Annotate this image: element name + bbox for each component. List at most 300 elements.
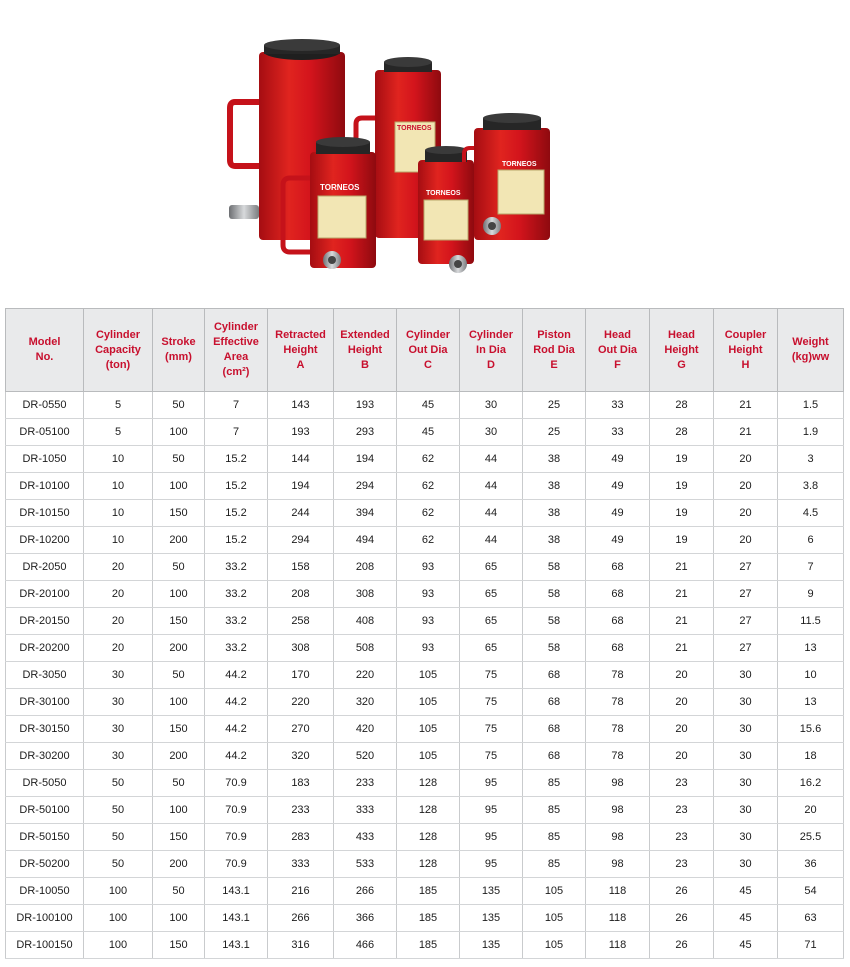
- spec-cell: 10: [778, 662, 844, 689]
- spec-cell: 58: [523, 581, 586, 608]
- spec-cell: 49: [586, 500, 650, 527]
- spec-cell: 100: [84, 905, 153, 932]
- spec-cell: 70.9: [205, 797, 268, 824]
- model-cell: DR-1050: [6, 446, 84, 473]
- spec-cell: 33.2: [205, 581, 268, 608]
- spec-cell: 1.5: [778, 392, 844, 419]
- spec-cell: 15.2: [205, 473, 268, 500]
- spec-cell: 38: [523, 473, 586, 500]
- table-row: [6, 770, 844, 797]
- spec-cell: 508: [334, 635, 397, 662]
- spec-cell: 44.2: [205, 662, 268, 689]
- spec-cell: 135: [460, 932, 523, 959]
- spec-cell: 98: [586, 824, 650, 851]
- brand-label-tiny: TORNEOS: [426, 190, 461, 197]
- model-cell: DR-30100: [6, 689, 84, 716]
- spec-cell: 21: [650, 581, 714, 608]
- model-cell: DR-05100: [6, 419, 84, 446]
- spec-cell: 28: [650, 392, 714, 419]
- spec-cell: 45: [714, 932, 778, 959]
- spec-cell: 20: [650, 689, 714, 716]
- model-cell: DR-100150: [6, 932, 84, 959]
- column-header: Model No.: [6, 309, 84, 392]
- spec-cell: 30: [714, 743, 778, 770]
- spec-cell: 33.2: [205, 635, 268, 662]
- spec-cell: 45: [397, 392, 460, 419]
- spec-table-body: [6, 392, 844, 959]
- spec-cell: 10: [84, 500, 153, 527]
- spec-cell: 65: [460, 635, 523, 662]
- spec-cell: 28: [650, 419, 714, 446]
- spec-cell: 49: [586, 473, 650, 500]
- spec-cell: 33: [586, 419, 650, 446]
- spec-cell: 100: [153, 905, 205, 932]
- spec-cell: 366: [334, 905, 397, 932]
- spec-cell: 13: [778, 689, 844, 716]
- spec-cell: 143.1: [205, 932, 268, 959]
- spec-cell: 100: [153, 419, 205, 446]
- spec-cell: 308: [268, 635, 334, 662]
- spec-cell: 233: [268, 797, 334, 824]
- spec-cell: 15.2: [205, 527, 268, 554]
- table-row: [6, 473, 844, 500]
- model-cell: DR-30150: [6, 716, 84, 743]
- model-cell: DR-0550: [6, 392, 84, 419]
- spec-cell: 78: [586, 662, 650, 689]
- spec-cell: 533: [334, 851, 397, 878]
- spec-cell: 30: [84, 689, 153, 716]
- model-cell: DR-10050: [6, 878, 84, 905]
- spec-cell: 185: [397, 932, 460, 959]
- spec-cell: 30: [84, 716, 153, 743]
- model-cell: DR-3050: [6, 662, 84, 689]
- product-photo: [0, 0, 850, 300]
- spec-cell: 27: [714, 581, 778, 608]
- spec-cell: 520: [334, 743, 397, 770]
- spec-cell: 466: [334, 932, 397, 959]
- spec-cell: 93: [397, 554, 460, 581]
- spec-cell: 30: [460, 392, 523, 419]
- spec-cell: 50: [153, 878, 205, 905]
- spec-cell: 23: [650, 797, 714, 824]
- model-cell: DR-20200: [6, 635, 84, 662]
- spec-cell: 98: [586, 797, 650, 824]
- spec-cell: 25.5: [778, 824, 844, 851]
- spec-cell: 193: [268, 419, 334, 446]
- spec-cell: 50: [84, 824, 153, 851]
- spec-cell: 30: [714, 770, 778, 797]
- spec-cell: 150: [153, 932, 205, 959]
- spec-cell: 38: [523, 446, 586, 473]
- spec-cell: 118: [586, 932, 650, 959]
- brand-label: TORNEOS: [397, 125, 432, 132]
- spec-cell: 5: [84, 392, 153, 419]
- spec-cell: 21: [714, 392, 778, 419]
- spec-cell: 50: [153, 446, 205, 473]
- spec-cell: 78: [586, 743, 650, 770]
- model-cell: DR-20150: [6, 608, 84, 635]
- spec-cell: 30: [714, 851, 778, 878]
- spec-cell: 62: [397, 473, 460, 500]
- spec-cell: 185: [397, 905, 460, 932]
- spec-cell: 30: [714, 797, 778, 824]
- spec-cell: 20: [84, 554, 153, 581]
- spec-cell: 27: [714, 635, 778, 662]
- spec-cell: 19: [650, 473, 714, 500]
- spec-cell: 15.2: [205, 446, 268, 473]
- spec-cell: 100: [153, 473, 205, 500]
- spec-cell: 320: [268, 743, 334, 770]
- table-row: [6, 932, 844, 959]
- spec-cell: 7: [205, 419, 268, 446]
- spec-cell: 266: [334, 878, 397, 905]
- column-header: Weight (kg)ww: [778, 309, 844, 392]
- spec-cell: 44: [460, 500, 523, 527]
- table-row: [6, 446, 844, 473]
- spec-cell: 143.1: [205, 878, 268, 905]
- spec-cell: 44: [460, 446, 523, 473]
- spec-cell: 283: [268, 824, 334, 851]
- spec-cell: 118: [586, 905, 650, 932]
- spec-cell: 100: [84, 878, 153, 905]
- spec-cell: 75: [460, 716, 523, 743]
- column-header: Head Out Dia F: [586, 309, 650, 392]
- spec-cell: 58: [523, 635, 586, 662]
- spec-cell: 20: [650, 743, 714, 770]
- spec-cell: 170: [268, 662, 334, 689]
- spec-cell: 45: [714, 878, 778, 905]
- spec-cell: 105: [523, 878, 586, 905]
- spec-cell: 420: [334, 716, 397, 743]
- spec-cell: 38: [523, 500, 586, 527]
- table-row: [6, 743, 844, 770]
- table-row: [6, 905, 844, 932]
- spec-cell: 270: [268, 716, 334, 743]
- spec-cell: 144: [268, 446, 334, 473]
- spec-cell: 70.9: [205, 770, 268, 797]
- column-header: Piston Rod Dia E: [523, 309, 586, 392]
- spec-cell: 135: [460, 878, 523, 905]
- spec-cell: 68: [586, 554, 650, 581]
- spec-cell: 93: [397, 608, 460, 635]
- spec-cell: 194: [268, 473, 334, 500]
- spec-cell: 65: [460, 608, 523, 635]
- spec-cell: 20: [714, 473, 778, 500]
- spec-cell: 143: [268, 392, 334, 419]
- spec-cell: 7: [205, 392, 268, 419]
- model-cell: DR-30200: [6, 743, 84, 770]
- table-row: [6, 689, 844, 716]
- model-cell: DR-100100: [6, 905, 84, 932]
- column-header: Retracted Height A: [268, 309, 334, 392]
- table-row: [6, 419, 844, 446]
- spec-cell: 3: [778, 446, 844, 473]
- spec-cell: 70.9: [205, 851, 268, 878]
- table-row: [6, 527, 844, 554]
- spec-cell: 33.2: [205, 554, 268, 581]
- spec-cell: 13: [778, 635, 844, 662]
- spec-cell: 333: [334, 797, 397, 824]
- spec-cell: 85: [523, 770, 586, 797]
- spec-cell: 21: [650, 635, 714, 662]
- spec-cell: 143.1: [205, 905, 268, 932]
- spec-cell: 95: [460, 851, 523, 878]
- spec-cell: 18: [778, 743, 844, 770]
- spec-cell: 308: [334, 581, 397, 608]
- table-row: [6, 500, 844, 527]
- spec-cell: 25: [523, 419, 586, 446]
- spec-cell: 27: [714, 608, 778, 635]
- spec-cell: 433: [334, 824, 397, 851]
- spec-cell: 65: [460, 554, 523, 581]
- spec-cell: 26: [650, 905, 714, 932]
- spec-cell: 294: [334, 473, 397, 500]
- column-header: Head Height G: [650, 309, 714, 392]
- spec-cell: 15.2: [205, 500, 268, 527]
- model-cell: DR-10200: [6, 527, 84, 554]
- spec-cell: 95: [460, 770, 523, 797]
- spec-cell: 30: [84, 662, 153, 689]
- spec-cell: 38: [523, 527, 586, 554]
- spec-cell: 50: [153, 554, 205, 581]
- spec-cell: 68: [523, 743, 586, 770]
- column-header: Coupler Height H: [714, 309, 778, 392]
- spec-cell: 16.2: [778, 770, 844, 797]
- spec-cell: 158: [268, 554, 334, 581]
- spec-cell: 30: [714, 662, 778, 689]
- table-row: [6, 392, 844, 419]
- spec-cell: 75: [460, 662, 523, 689]
- spec-cell: 68: [586, 608, 650, 635]
- spec-cell: 78: [586, 716, 650, 743]
- spec-cell: 20: [714, 527, 778, 554]
- spec-cell: 105: [397, 716, 460, 743]
- spec-cell: 26: [650, 878, 714, 905]
- spec-cell: 21: [650, 608, 714, 635]
- spec-cell: 20: [650, 662, 714, 689]
- column-header: Cylinder In Dia D: [460, 309, 523, 392]
- model-cell: DR-2050: [6, 554, 84, 581]
- spec-cell: 266: [268, 905, 334, 932]
- spec-cell: 100: [84, 932, 153, 959]
- spec-cell: 100: [153, 689, 205, 716]
- model-cell: DR-20100: [6, 581, 84, 608]
- spec-cell: 10: [84, 446, 153, 473]
- spec-cell: 128: [397, 824, 460, 851]
- spec-cell: 78: [586, 689, 650, 716]
- hydraulic-cylinders-image: [0, 0, 850, 300]
- spec-cell: 45: [397, 419, 460, 446]
- spec-cell: 320: [334, 689, 397, 716]
- spec-cell: 50: [84, 770, 153, 797]
- header-row: [6, 309, 844, 392]
- spec-cell: 20: [714, 446, 778, 473]
- cylinder-tiny: [418, 146, 474, 273]
- spec-cell: 23: [650, 851, 714, 878]
- spec-cell: 21: [650, 554, 714, 581]
- model-cell: DR-10100: [6, 473, 84, 500]
- spec-cell: 63: [778, 905, 844, 932]
- spec-cell: 333: [268, 851, 334, 878]
- spec-cell: 49: [586, 527, 650, 554]
- spec-cell: 65: [460, 581, 523, 608]
- spec-cell: 150: [153, 824, 205, 851]
- spec-cell: 68: [523, 662, 586, 689]
- spec-cell: 70.9: [205, 824, 268, 851]
- spec-cell: 36: [778, 851, 844, 878]
- spec-cell: 4.5: [778, 500, 844, 527]
- spec-cell: 128: [397, 770, 460, 797]
- brand-label-right: TORNEOS: [502, 161, 537, 168]
- spec-cell: 216: [268, 878, 334, 905]
- model-cell: DR-50200: [6, 851, 84, 878]
- spec-cell: 494: [334, 527, 397, 554]
- spec-cell: 128: [397, 851, 460, 878]
- spec-table: [5, 308, 844, 959]
- model-cell: DR-10150: [6, 500, 84, 527]
- spec-cell: 44: [460, 473, 523, 500]
- spec-cell: 50: [153, 662, 205, 689]
- spec-cell: 3.8: [778, 473, 844, 500]
- column-header: Cylinder Effective Area (cm²): [205, 309, 268, 392]
- spec-table-header: [6, 309, 844, 392]
- model-cell: DR-50150: [6, 824, 84, 851]
- spec-cell: 244: [268, 500, 334, 527]
- spec-cell: 58: [523, 608, 586, 635]
- spec-cell: 58: [523, 554, 586, 581]
- spec-cell: 33: [586, 392, 650, 419]
- spec-cell: 183: [268, 770, 334, 797]
- spec-cell: 50: [153, 770, 205, 797]
- spec-cell: 85: [523, 824, 586, 851]
- spec-cell: 220: [334, 662, 397, 689]
- column-header: Extended Height B: [334, 309, 397, 392]
- column-header: Cylinder Capacity (ton): [84, 309, 153, 392]
- spec-cell: 44.2: [205, 743, 268, 770]
- spec-cell: 33.2: [205, 608, 268, 635]
- spec-cell: 71: [778, 932, 844, 959]
- spec-cell: 11.5: [778, 608, 844, 635]
- spec-cell: 44: [460, 527, 523, 554]
- spec-cell: 128: [397, 797, 460, 824]
- spec-cell: 105: [523, 905, 586, 932]
- spec-cell: 20: [714, 500, 778, 527]
- spec-cell: 93: [397, 581, 460, 608]
- spec-cell: 27: [714, 554, 778, 581]
- spec-cell: 105: [397, 743, 460, 770]
- spec-cell: 394: [334, 500, 397, 527]
- spec-cell: 85: [523, 851, 586, 878]
- spec-cell: 20: [84, 581, 153, 608]
- spec-cell: 220: [268, 689, 334, 716]
- spec-cell: 50: [153, 392, 205, 419]
- spec-cell: 62: [397, 527, 460, 554]
- spec-cell: 54: [778, 878, 844, 905]
- spec-cell: 258: [268, 608, 334, 635]
- spec-cell: 23: [650, 824, 714, 851]
- spec-cell: 200: [153, 527, 205, 554]
- spec-cell: 68: [586, 581, 650, 608]
- spec-cell: 208: [334, 554, 397, 581]
- spec-cell: 68: [586, 635, 650, 662]
- spec-cell: 30: [714, 716, 778, 743]
- spec-cell: 6: [778, 527, 844, 554]
- spec-cell: 9: [778, 581, 844, 608]
- spec-cell: 5: [84, 419, 153, 446]
- brand-label-front: TORNEOS: [320, 183, 360, 192]
- spec-cell: 23: [650, 770, 714, 797]
- spec-cell: 20: [650, 716, 714, 743]
- spec-cell: 408: [334, 608, 397, 635]
- spec-cell: 118: [586, 878, 650, 905]
- spec-cell: 105: [397, 689, 460, 716]
- spec-cell: 21: [714, 419, 778, 446]
- spec-cell: 150: [153, 716, 205, 743]
- spec-cell: 100: [153, 797, 205, 824]
- spec-cell: 105: [397, 662, 460, 689]
- table-row: [6, 662, 844, 689]
- column-header: Stroke (mm): [153, 309, 205, 392]
- spec-cell: 45: [714, 905, 778, 932]
- spec-cell: 200: [153, 635, 205, 662]
- spec-cell: 62: [397, 500, 460, 527]
- spec-cell: 233: [334, 770, 397, 797]
- spec-cell: 20: [84, 608, 153, 635]
- spec-cell: 30: [84, 743, 153, 770]
- spec-cell: 98: [586, 770, 650, 797]
- spec-cell: 25: [523, 392, 586, 419]
- spec-cell: 150: [153, 500, 205, 527]
- table-row: [6, 581, 844, 608]
- spec-cell: 15.6: [778, 716, 844, 743]
- spec-cell: 10: [84, 527, 153, 554]
- spec-cell: 20: [778, 797, 844, 824]
- spec-cell: 62: [397, 446, 460, 473]
- spec-cell: 193: [334, 392, 397, 419]
- spec-cell: 68: [523, 689, 586, 716]
- spec-cell: 194: [334, 446, 397, 473]
- spec-cell: 44.2: [205, 716, 268, 743]
- column-header: Cylinder Out Dia C: [397, 309, 460, 392]
- model-cell: DR-5050: [6, 770, 84, 797]
- spec-cell: 208: [268, 581, 334, 608]
- spec-cell: 20: [84, 635, 153, 662]
- spec-cell: 50: [84, 851, 153, 878]
- spec-cell: 75: [460, 689, 523, 716]
- spec-cell: 7: [778, 554, 844, 581]
- spec-cell: 185: [397, 878, 460, 905]
- spec-cell: 316: [268, 932, 334, 959]
- spec-cell: 30: [714, 689, 778, 716]
- spec-cell: 200: [153, 851, 205, 878]
- spec-cell: 50: [84, 797, 153, 824]
- spec-cell: 135: [460, 905, 523, 932]
- spec-cell: 19: [650, 446, 714, 473]
- spec-cell: 85: [523, 797, 586, 824]
- spec-cell: 200: [153, 743, 205, 770]
- spec-cell: 105: [523, 932, 586, 959]
- spec-cell: 30: [460, 419, 523, 446]
- table-row: [6, 608, 844, 635]
- spec-cell: 49: [586, 446, 650, 473]
- table-row: [6, 554, 844, 581]
- spec-cell: 10: [84, 473, 153, 500]
- table-row: [6, 824, 844, 851]
- spec-cell: 294: [268, 527, 334, 554]
- table-row: [6, 716, 844, 743]
- spec-cell: 75: [460, 743, 523, 770]
- spec-cell: 19: [650, 500, 714, 527]
